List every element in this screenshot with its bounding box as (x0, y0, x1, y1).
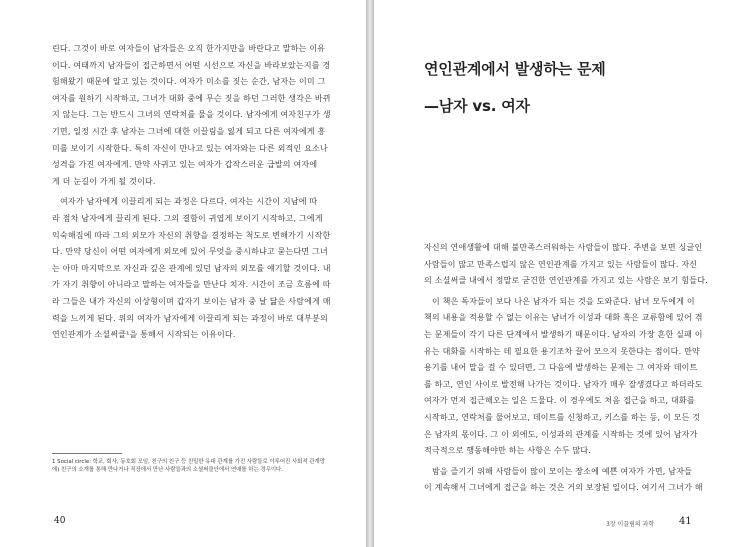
body-line: 력을 느끼게 된다. 위의 여자가 남자에게 이끌리게 되는 과정이 바로 대부분의 (52, 313, 328, 323)
body-line: 의 소셜써클 내에서 정말로 굳건한 연인관계를 가지고 있는 사람은 보기 힘들다. (424, 276, 708, 286)
body-line: 사람들이 많고 만족스럽지 않은 연인관계를 가지고 있는 사람들이 많다. 자신 (424, 259, 698, 269)
footnote-divider (52, 453, 122, 454)
body-line: 이다. 여태까지 남자들이 접근하면서 어떤 시선으로 자신을 바라보았는지를 경 (52, 60, 331, 70)
body-line: 지 않는다. 그는 반드시 그녀의 연락처를 물을 것이다. 남자에게 여자친구가 생 (52, 110, 331, 120)
body-line: 라 그들은 내가 자신의 이상형이며 갑자기 보이는 남자 중 날 닮은 사람에게 매 (52, 296, 331, 306)
body-line: 여자를 원하기 시작하고, 그녀가 대화 중에 무슨 짓을 하던 그러한 생각은 바뀌 (52, 93, 331, 103)
body-line: 자신의 연애생활에 대해 불만족스러워하는 사람들이 많다. 주변을 보면 싱글인 (424, 243, 703, 252)
body-line: 유는 대화를 시작하는 데 필요한 용기조차 끌어 모으지 못한다는 점이다. 만약 (424, 346, 700, 356)
body-line: 익숙해짐에 따라 그의 외모가 자신의 취향을 결정하는 척도로 변해가기 시작한 (52, 230, 331, 240)
footnote-line: 에) 친구의 소개를 통해 만나거나 직장에서 만난 사람들과의 소셜써클안에서 연애를 하는 경우이다. (52, 467, 283, 473)
body-line: 가 자기 취향이 아니라고 말하는 여자들을 만난다 치자. 시간이 조금 흐름에 따 (52, 280, 331, 290)
right-page-body (424, 240, 708, 497)
page-number-left: 40 (54, 516, 66, 526)
body-line: 이 책은 독자들이 보다 나은 남자가 되는 것을 도와준다. 남녀 모두에게 이 (432, 296, 695, 306)
footnote-line: 1 Social circle: 학교, 회사, 동호회 모임, 친구의 친구 등 친밀한 유대 관계를 가진 사람들로 이루어진 사회적 관계망 (52, 459, 325, 465)
body-line: 험해왔기 때문에 알고 있는 것이다. 여자가 미소를 짓는 순간, 남자는 이미 그 (52, 77, 326, 87)
body-line: 시작하고, 연락처를 물어보고, 데이트를 신청하고, 키스를 하는 등, 이 모든 것 (424, 412, 701, 422)
body-line: 용기를 내어 말을 걸 수 있더면, 그 다음에 발생하는 문제는 그 여자와 데이트 (424, 363, 698, 373)
body-line: 린다. 그것이 바로 여자들이 남자들은 오직 한가지만을 바란다고 말하는 이유 (52, 44, 326, 53)
body-line: 연인관계가 소셜써클¹을 통해서 시작되는 이유이다. (52, 330, 236, 340)
body-line: 다. 만약 당신이 어떤 여자에게 외모에 있어 무엇을 중시하냐고 묻는다면 그녀 (52, 247, 328, 257)
body-line: 이 계속해서 그녀에게 접근을 하는 것은 거의 보장된 일이다. 여기서 그녀가 해 (424, 483, 703, 493)
body-line: 성격을 가진 여자에게. 만약 사귀고 있는 여자가 갑작스러운 급발의 여자에 (52, 160, 318, 170)
body-line: 책의 내용을 적용할 수 없는 이유는 남녀가 이성과 대화 혹은 교류함에 있어 겪 (424, 313, 703, 323)
running-head: 3장 이끌림의 과학 (606, 521, 655, 528)
body-line: 는 아마 마지막으로 자신과 깊은 관계에 있던 남자의 외모를 얘기할 것이다. 내 (52, 263, 331, 273)
body-line: 밤을 즐기기 위해 사람들이 많이 모이는 장소에 예쁜 여자가 가면, 남자들 (432, 466, 693, 476)
body-line: 미를 보이기 시작한다. 특히 자신이 만나고 있는 여자와는 다른 외적인 요소나 (52, 143, 328, 153)
body-line: 라 점차 남자에게 끌리게 된다. 그의 결함이 귀엽게 보이기 시작하고, 그에게 (52, 213, 323, 223)
page-number-right: 41 (679, 516, 692, 527)
body-line: 여자가 먼저 접근해오는 일은 드물다. 이 경우에도 처음 접근을 하고, 대화를 (424, 396, 695, 406)
left-page-body (52, 41, 331, 344)
body-line: 기면, 일정 시간 후 남자는 그녀에 대한 이끌림을 잃게 되고 다른 여자에게 흥 (52, 126, 326, 136)
body-line: 여자가 남자에게 이끌리게 되는 과정은 다르다. 여자는 시간이 지남에 따 (60, 197, 318, 207)
body-line: 를 하고, 연인 사이로 발전해 나가는 것이다. 남자가 매우 잘생겼다고 하더라도 (424, 379, 703, 389)
footnote (52, 458, 325, 474)
section-title: 연인관계에서 발생하는 문제 (424, 60, 606, 78)
body-line: 게 더 눈길이 가게 될 것이다. (52, 176, 156, 186)
body-line: 은 남자의 몫이다. 그 이 외에도, 이성과의 관계를 시작하는 것에 있어 남자가 (424, 429, 698, 439)
section-subtitle: —남자 vs. 여자 (424, 97, 530, 115)
body-line: 는 문제들이 각기 다른 단계에서 발생하기 때문이다. 남자의 가장 흔한 실패 이 (424, 329, 703, 339)
body-line: 적극적으로 행동해야만 하는 사항은 수두 많다. (424, 446, 592, 456)
book-gutter (366, 0, 374, 547)
